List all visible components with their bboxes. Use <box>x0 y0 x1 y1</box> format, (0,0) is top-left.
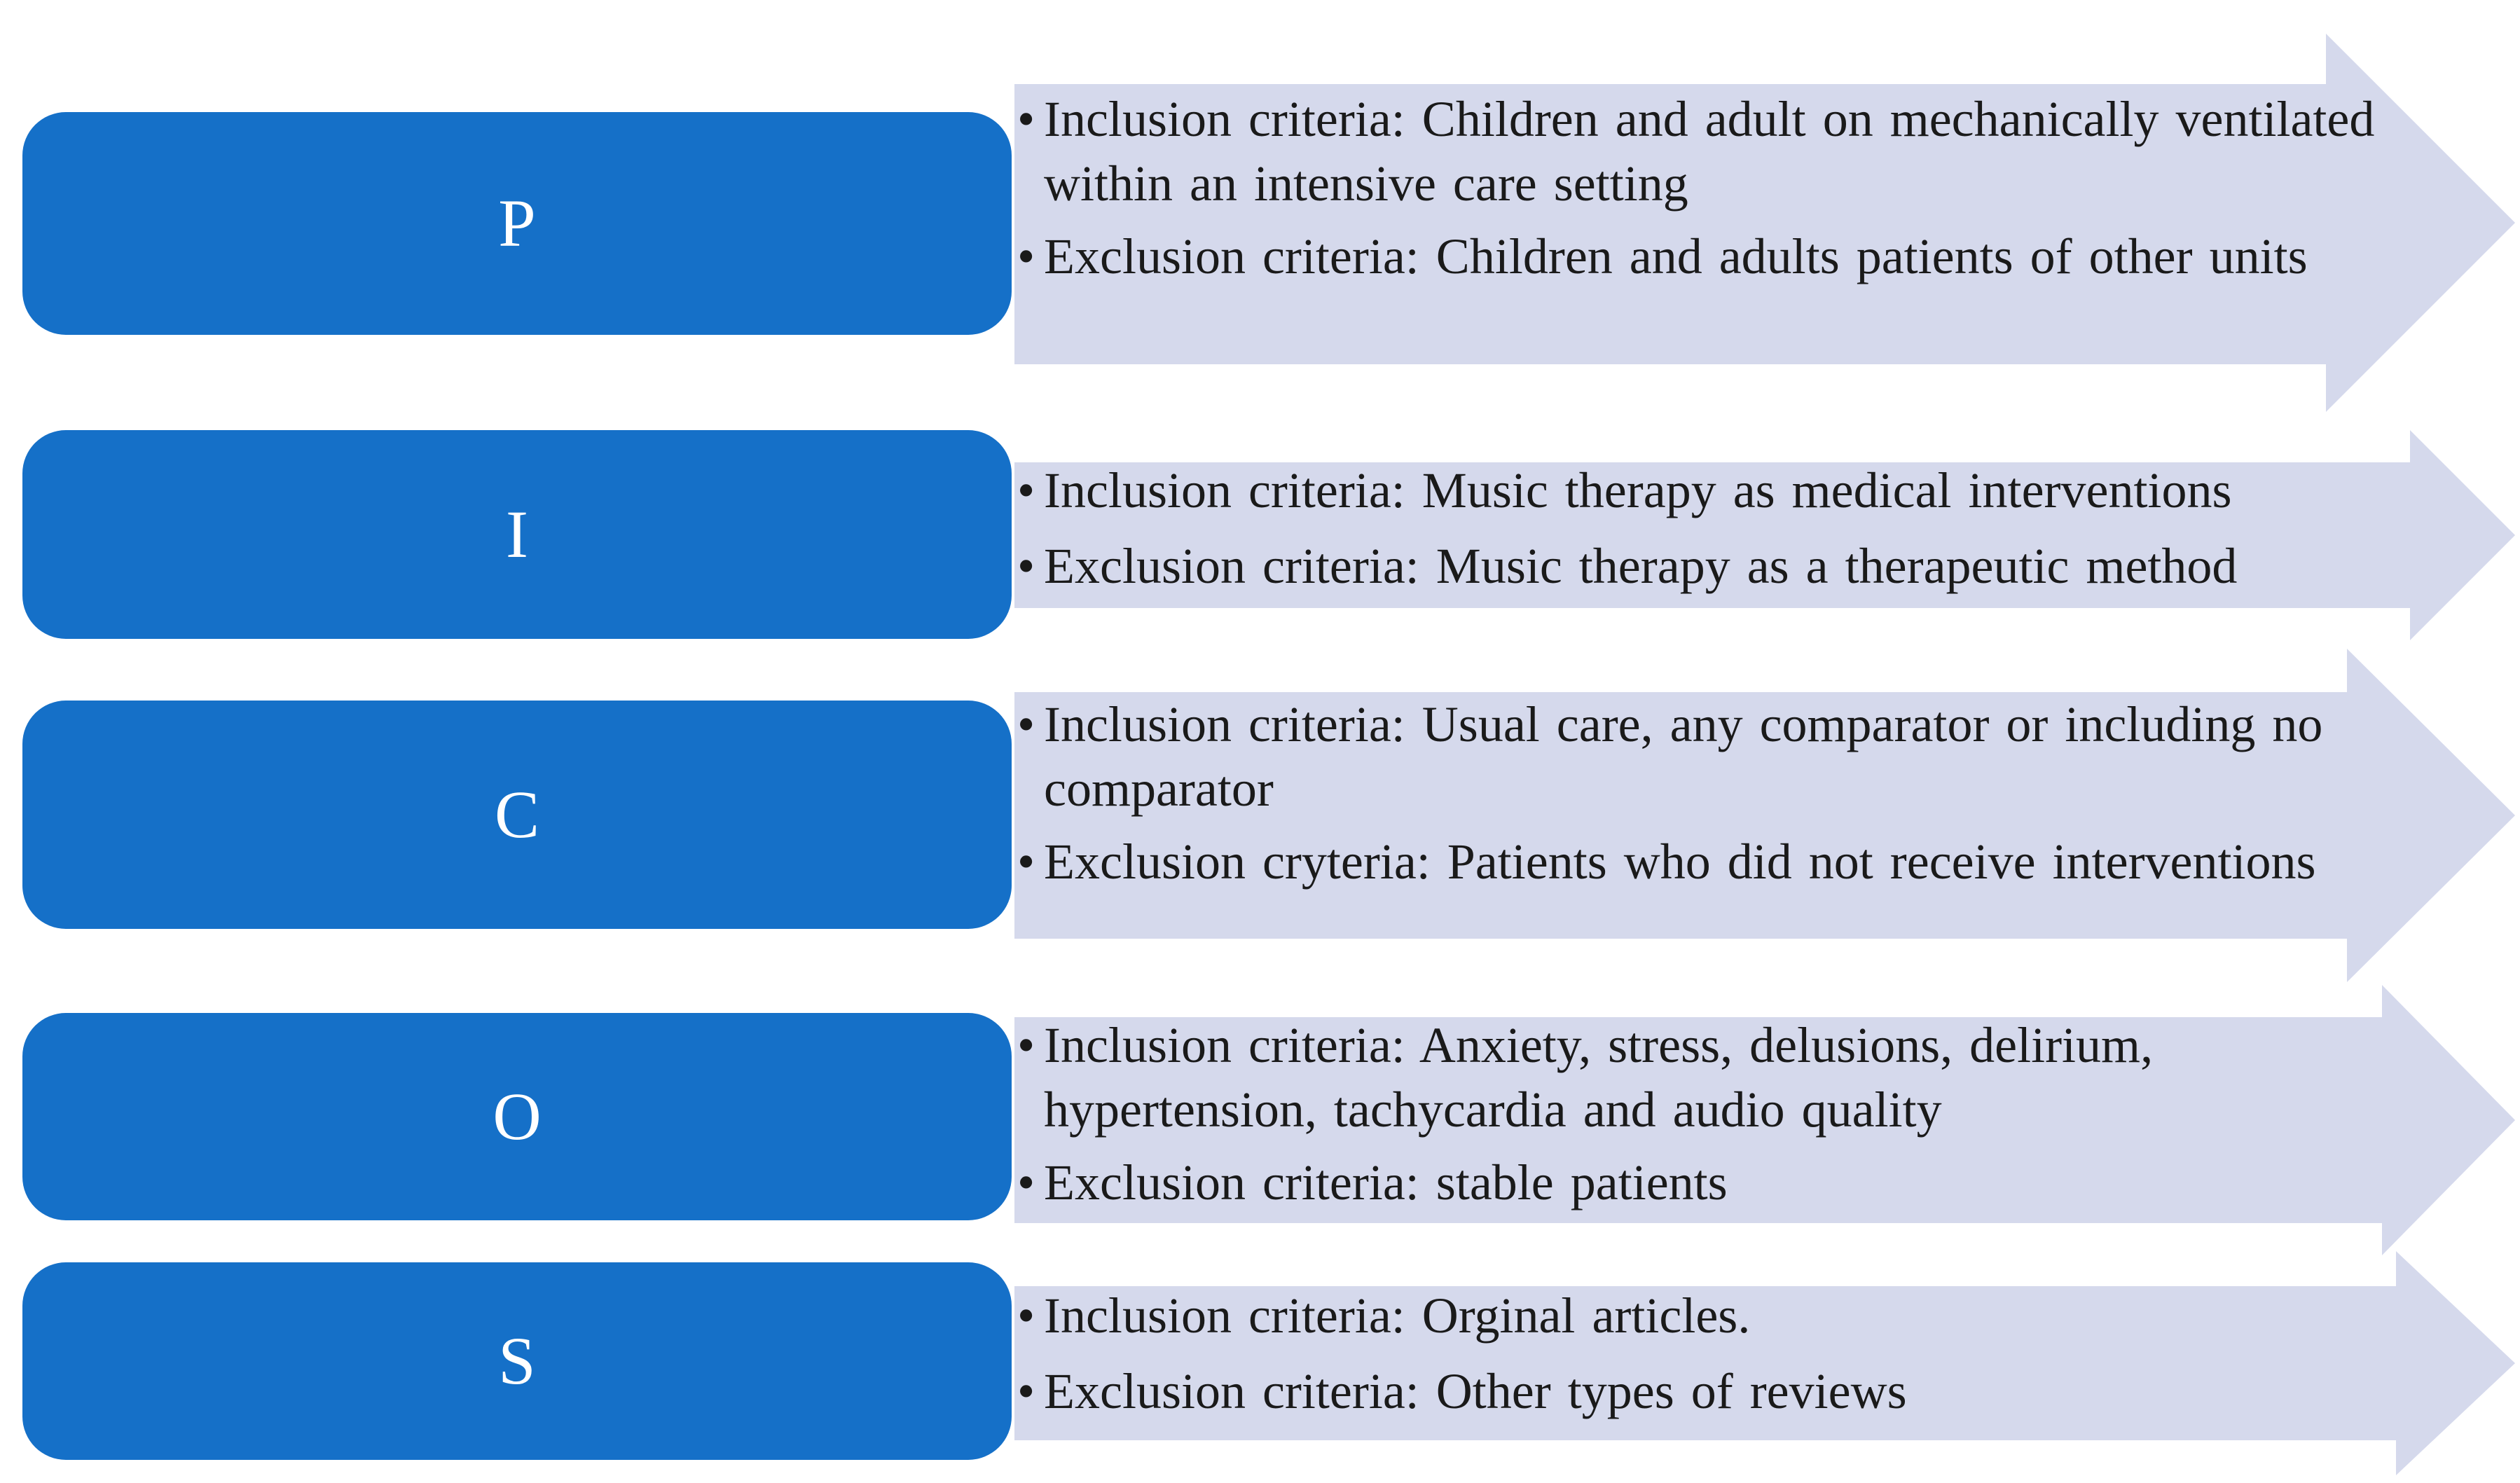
inclusion-text-c: Inclusion criteria: Usual care, any comparator or including no comparator <box>1044 696 2323 817</box>
bullet-icon: • <box>1017 834 1035 890</box>
row-c <box>0 649 2520 982</box>
inclusion-item-p <box>1017 87 2390 216</box>
exclusion-text-s: Exclusion criteria: Other types of reviews <box>1044 1363 1907 1419</box>
inclusion-text-i: Inclusion criteria: Music therapy as medical interventions <box>1044 462 2232 518</box>
exclusion-item-o <box>1017 1150 2390 1215</box>
letter-p: P <box>498 186 536 261</box>
criteria-list-o <box>1017 1013 2390 1223</box>
exclusion-item-p <box>1017 224 2390 289</box>
exclusion-text-c: Exclusion cryteria: Patients who did not receive interventions <box>1044 834 2316 890</box>
letter-box-s <box>22 1262 1012 1460</box>
bullet-icon: • <box>1017 1363 1035 1419</box>
inclusion-item-i <box>1017 458 2474 523</box>
exclusion-item-i <box>1017 534 2474 598</box>
inclusion-text-o: Inclusion criteria: Anxiety, stress, delusions, delirium, hypertension, tachycardia and audio quality <box>1044 1017 2154 1138</box>
inclusion-item-o <box>1017 1013 2390 1142</box>
letter-s: S <box>498 1323 536 1398</box>
criteria-list-s <box>1017 1283 2390 1432</box>
bullet-icon: • <box>1017 1154 1035 1210</box>
exclusion-item-c <box>1017 829 2390 894</box>
letter-box-p <box>22 112 1012 335</box>
row-o <box>0 985 2520 1255</box>
exclusion-item-s <box>1017 1359 2390 1423</box>
inclusion-item-s <box>1017 1283 2390 1348</box>
row-i <box>0 430 2520 640</box>
bullet-icon: • <box>1017 1288 1035 1344</box>
bullet-icon: • <box>1017 696 1035 752</box>
letter-i: I <box>506 497 528 572</box>
bullet-icon: • <box>1017 91 1035 147</box>
bullet-icon: • <box>1017 538 1035 594</box>
bullet-icon: • <box>1017 1017 1035 1073</box>
exclusion-text-o: Exclusion criteria: stable patients <box>1044 1154 1728 1210</box>
inclusion-text-p: Inclusion criteria: Children and adult on mechanically ventilated within an intensive care setting <box>1044 91 2375 212</box>
letter-box-i <box>22 430 1012 639</box>
letter-c: C <box>494 777 540 852</box>
letter-box-c <box>22 701 1012 929</box>
letter-box-o <box>22 1013 1012 1220</box>
row-p <box>0 34 2520 412</box>
row-s <box>0 1251 2520 1475</box>
bullet-icon: • <box>1017 228 1035 284</box>
exclusion-text-i: Exclusion criteria: Music therapy as a therapeutic method <box>1044 538 2238 594</box>
letter-o: O <box>493 1079 542 1154</box>
inclusion-text-s: Inclusion criteria: Orginal articles. <box>1044 1288 1751 1344</box>
inclusion-item-c <box>1017 692 2390 821</box>
exclusion-text-p: Exclusion criteria: Children and adults patients of other units <box>1044 228 2308 284</box>
criteria-list-i <box>1017 458 2474 607</box>
bullet-icon: • <box>1017 462 1035 518</box>
criteria-list-p <box>1017 87 2390 297</box>
criteria-list-c <box>1017 692 2390 902</box>
